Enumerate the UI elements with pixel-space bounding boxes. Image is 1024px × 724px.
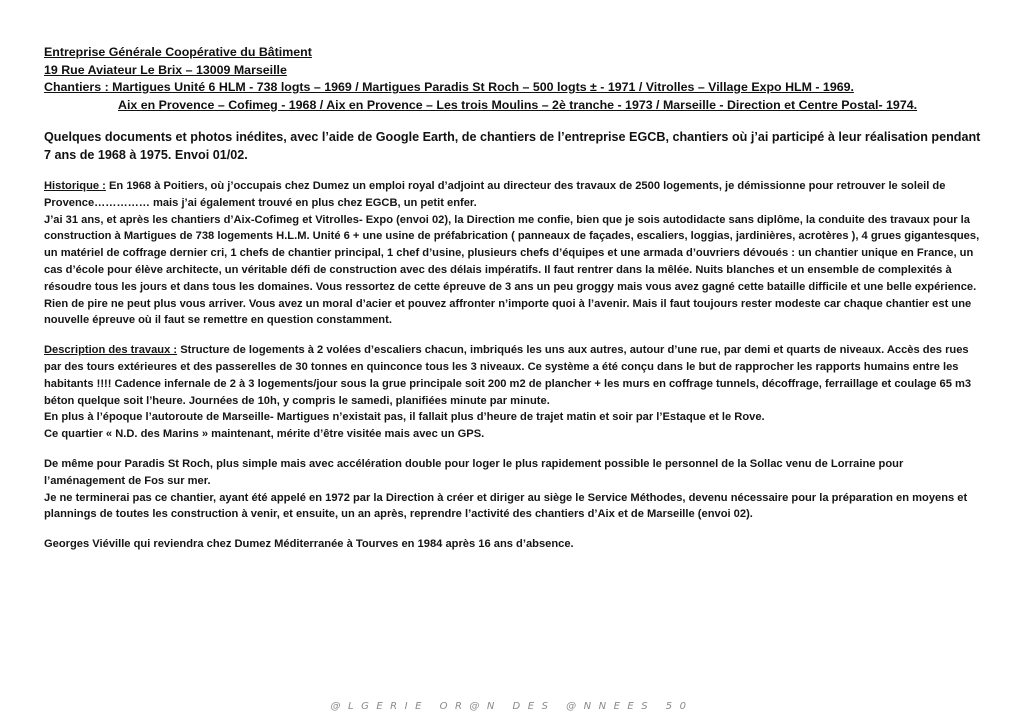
intro-paragraph: Quelques documents et photos inédites, avec l’aide de Google Earth, de chantiers de l’entreprise EGCB, chantiers où j’ai participé à leur réalisation pendant 7 ans de 1968 à 1975. Envoi 01/02. (44, 130, 981, 162)
chantiers-line-1: Chantiers : Martigues Unité 6 HLM - 738 logts – 1969 / Martigues Paradis St Roch – 500 logts ± - 1971 / Vitrolles – Village Expo HLM - 1969. (44, 80, 854, 94)
historique-text-1: En 1968 à Poitiers, où j’occupais chez Dumez un emploi royal d’adjoint au directeur des travaux de 2500 logements, je démissionne pour retrouver le soleil de Provence…………… mais j’ai également trouvé en plus chez EGCB, un petit enfer. (44, 180, 946, 209)
description-text-1: Structure de logements à 2 volées d’escaliers chacun, imbriqués les uns aux autres, autour d’une rue, par demi et quarts de niveaux. Accès des rues par des tours extérieures et des passerelles de 30 tonnes en quinconce tous les 3 niveaux. Ce système a été conçu dans le but de rapprocher les rapports humains entre les habitants !!!! Cadence infernale de 2 à 3 logements/jour sous la grue principale soit 200 m2 de plancher + les murs en coffrage tunnels, décoffrage, ferraillage et coulage 65 m3 béton quelque soit l’heure. Journées de 10h, y compris le samedi, planifiées minute par minute. (44, 344, 972, 407)
company-address: 19 Rue Aviateur Le Brix – 13009 Marseille (44, 62, 287, 77)
page-footer: @LGERIE OR@N DES @NNEES 50 (330, 701, 694, 712)
description-text-3: Ce quartier « N.D. des Marins » maintenant, mérite d’être visitée mais avec un GPS. (44, 428, 485, 441)
historique-text-2: J’ai 31 ans, et après les chantiers d’Aix-Cofimeg et Vitrolles- Expo (envoi 02), la Direction me confie, bien que je sois autodidacte sans diplôme, la conduite des travaux pour la construction à Martigues de 738 logements H.L.M. Unité 6 + une usine de préfabrication ( panneaux de façades, escaliers, loggias, jardinières, acrotères ), 4 grues gigantesques, un matériel de coffrage dernier cri, 1 chefs de chantier principal, 1 chef d’usine, plusieurs chefs d’équipes et une armada d’ouvriers dévoués : un chantier unique en France, un cas d’école pour élève architecte, un véritable défi de construction avec des délais impératifs. Il faut rentrer dans la mêlée. Nuits blanches et un ensemble de complexités à résoudre tous les jours et dans tous les domaines. Vous ressortez de cette épreuve de 3 ans un peu groggy mais vous avez gagné cette bataille difficile et une belle expérience. Rien de pire ne peut plus vous arriver. Vous avez un moral d’acier et pouvez affronter n’importe quoi à l’avenir. Mais il faut toujours rester modeste car chaque chantier est une nouvelle épreuve où il faut se remettre en question constamment. (44, 213, 980, 327)
paradis-text-1: De même pour Paradis St Roch, plus simple mais avec accélération double pour loger le plus rapidement possible le personnel de la Sollac venu de Lorraine pour l’aménagement de Fos sur mer. (44, 457, 904, 487)
paradis-section (44, 456, 984, 523)
company-name: Entreprise Générale Coopérative du Bâtiment (44, 45, 312, 59)
document-body (44, 178, 984, 553)
chantiers-line-2: Aix en Provence – Cofimeg - 1968 / Aix en Provence – Les trois Moulins – 2è tranche - 1973 / Marseille - Direction et Centre Postal- 1974. (118, 97, 918, 112)
historique-section (44, 178, 984, 329)
signature-line: Georges Viéville qui reviendra chez Dumez Méditerranée à Tourves en 1984 après 16 ans d’absence. (44, 538, 574, 551)
document-header (44, 44, 984, 114)
document-page (44, 44, 984, 553)
description-text-2: En plus à l’époque l’autoroute de Marseille- Martigues n’existait pas, il fallait plus d’heure de trajet matin et soir par l’Estaque et le Rove. (44, 411, 765, 424)
paradis-text-2: Je ne terminerai pas ce chantier, ayant été appelé en 1972 par la Direction à créer et diriger au siège le Service Méthodes, devenu nécessaire pour la préparation en moyens et plannings de toutes les construction à venir, et ensuite, un an après, reprendre l’activité des chantiers d’Aix et de Marseille (envoi 02). (44, 491, 968, 521)
description-heading: Description des travaux : (44, 344, 178, 357)
description-section (44, 342, 984, 443)
historique-heading: Historique : (44, 180, 106, 192)
